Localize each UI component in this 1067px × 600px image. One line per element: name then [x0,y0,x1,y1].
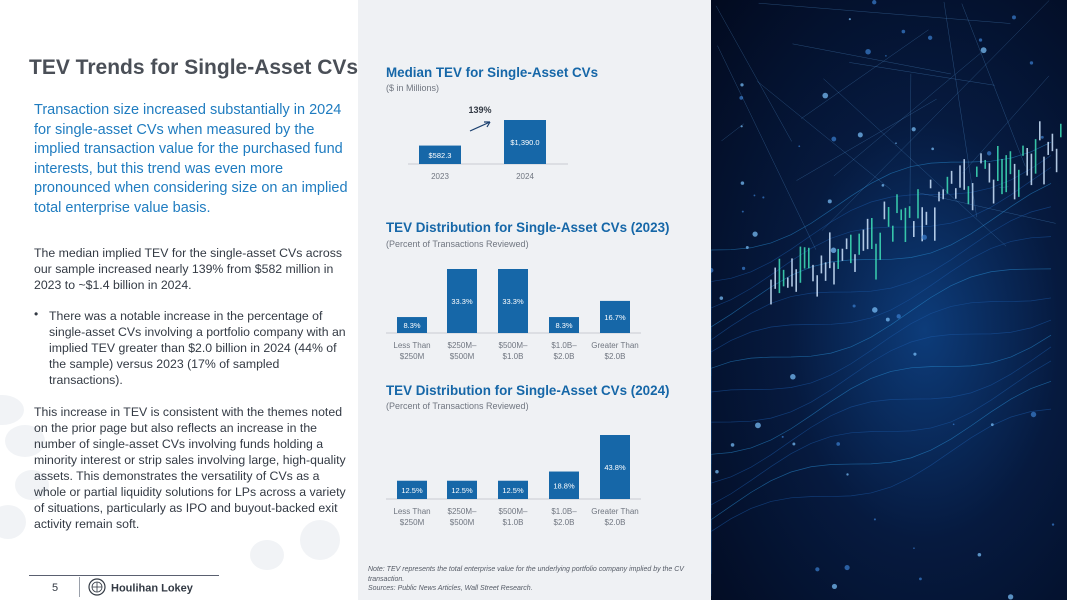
glow-dot [1041,136,1044,139]
network-link [801,30,928,119]
network-link [918,193,1055,224]
left-panel [0,0,358,600]
x-tick-label: Less Than [393,507,431,516]
chart-1-subtitle: ($ in Millions) [386,83,440,93]
glow-dot [831,137,836,142]
median-tev-chart [358,95,711,190]
growth-annotation: 139% [468,105,492,115]
glow-dot [782,436,784,438]
bar-value-label: 12.5% [502,485,524,495]
decorative-photo [711,0,1067,600]
glow-dot [815,567,819,571]
bar-value-label: 12.5% [451,485,473,495]
x-tick-label: 2024 [516,172,534,181]
glow-dot [874,518,876,520]
x-tick-label: $2.0B [553,518,575,527]
glow-dot [740,83,743,86]
x-tick-label: $1.0B– [551,341,577,350]
houlihan-lokey-logo [88,578,196,596]
glow-dot [822,93,828,99]
x-tick-label: $2.0B [604,518,626,527]
glow-dot [742,211,744,213]
glow-dot [979,38,982,41]
glow-dot [742,267,745,270]
x-tick-label: $250M [399,518,425,527]
glow-dot [846,473,848,475]
network-link [834,52,982,176]
note-text: Note: TEV represents the total enterprise value for the underlying portfolio company implied by the CV transaction. [368,566,684,583]
logo-wordmark: Houlihan Lokey [111,582,193,595]
network-link [823,79,1006,246]
tev-distribution-2024-chart [358,420,711,535]
wave-line [711,381,1051,574]
glow-dot [828,199,832,203]
glow-dot [720,296,724,300]
glow-dot [1012,15,1016,19]
glow-dot [741,181,745,185]
x-tick-label: $1.0B [502,518,524,527]
glow-dot [897,314,901,318]
glow-dot [953,423,955,425]
intro-text: Transaction size increased substantially in 2024 for single-asset CVs when measured by the implied transaction value for the purchased fund interests, but this trend was even more pronounced when considering size on an implied total enterprise value basis. [34,102,348,216]
glow-dot [845,565,850,570]
bar-value-label: 16.7% [604,312,626,322]
glow-dot [1030,61,1033,64]
wave-line [711,298,1051,464]
glow-dot [754,194,756,196]
footer-divider [29,575,219,576]
glow-dot [886,318,890,322]
glow-dot [885,55,887,57]
glow-dot [931,147,934,150]
footnote [368,565,698,594]
bar-value-label: 8.3% [555,321,573,331]
network-link [717,46,815,250]
glow-dot [858,132,863,137]
wave-line [711,409,1051,596]
tev-distribution-2023-chart [358,255,711,370]
wave-line [711,167,1051,354]
footer-separator [79,577,80,597]
bullet-text: There was a notable increase in the percentage of single-asset CVs involving a portfolio company with an implied TEV greater than $2.0 billion in 2024 (44% of the sample) versus 2023 (17% of sampled transactions). [49,309,346,387]
page-number: 5 [52,582,59,594]
x-tick-label: $1.0B– [551,507,577,516]
x-tick-label: Less Than [393,341,431,350]
x-tick-label: $250M– [447,507,477,516]
glow-dot [919,577,922,580]
x-tick-label: $2.0B [553,352,575,361]
sources-text: Sources: Public News Articles, Wall Street Research. [368,585,533,592]
bar-value-label: 33.3% [451,297,473,306]
chart-2-title: TEV Distribution for Single-Asset CVs (2023) [386,220,670,235]
page-title: TEV Trends for Single-Asset CVs [29,56,358,79]
glow-dot [991,423,994,426]
glow-dot [978,553,982,557]
glow-dot [865,49,871,55]
x-tick-label: $500M [449,352,475,361]
glow-dot [790,374,796,380]
glow-dot [755,422,761,428]
glow-dot [746,246,749,249]
x-tick-label: $2.0B [604,352,626,361]
glow-dot [792,442,795,445]
network-link [849,62,995,85]
decorative-shape [0,505,26,539]
bar-value-label: $582.3 [428,150,452,160]
chart-2-subtitle: (Percent of Transactions Reviewed) [386,239,529,249]
x-tick-label: $250M [399,352,425,361]
wave-line [711,320,1051,486]
glow-dot [913,547,915,549]
body-paragraph-1: The median implied TEV for the single-asset CVs across our sample increased nearly 139% from $582 million in 2023 to ~$1.4 billion in 2024. [34,246,343,292]
glow-dot [1008,594,1013,599]
bar-value-label: 43.8% [604,463,626,472]
glow-dot [711,268,713,273]
wave-line [711,142,1051,310]
wave-line [711,183,1051,376]
network-link [796,99,936,181]
bar-value-label: 12.5% [401,485,423,495]
glow-dot [922,235,927,240]
bar-value-label: $1,390.0 [510,138,540,147]
glow-dot [762,196,764,198]
bullet-icon: • [34,307,39,321]
bar-value-label: 33.3% [502,297,524,306]
decorative-shape [0,395,24,425]
wave-line [711,347,1051,530]
glow-dot [849,18,851,20]
glow-dot [872,0,876,4]
glow-dot [872,307,878,313]
glow-dot [912,127,916,131]
glow-dot [836,442,840,446]
glow-dot [902,30,906,34]
glow-dot [798,145,800,147]
wave-line [711,237,1051,420]
wave-line [711,269,1051,442]
bar-value-label: 8.3% [403,321,421,331]
network-link [759,3,1011,23]
glow-dot [752,232,757,237]
body-paragraph-3: This increase in TEV is consistent with the themes noted on the prior page but also reflects an increase in the number of single-asset CVs involving funds holding a minority interest or strip sales involving large, high-quality assets. This demonstrates the versatility of CVs as a whole or partial liquidity solutions for LPs across a variety of situations, particularly as IPO and buyout-backed exit activity remain soft. [34,405,346,531]
x-tick-label: 2023 [431,172,449,181]
chart-3-subtitle: (Percent of Transactions Reviewed) [386,401,529,411]
glow-dot [1052,523,1054,525]
glow-dot [882,184,885,187]
x-tick-label: $250M– [447,341,477,350]
glow-dot [987,151,991,155]
x-tick-label: $500M– [498,507,528,516]
glow-dot [1031,412,1036,417]
network-visual [711,0,1067,600]
network-link [910,74,911,204]
x-tick-label: Greater Than [591,341,639,350]
x-tick-label: Greater Than [591,507,639,516]
glow-dot [913,353,916,356]
glow-dot [853,304,856,307]
glow-dot [832,584,837,589]
glow-dot [831,248,837,254]
x-tick-label: $500M [449,518,475,527]
glow-dot [895,142,897,144]
decorative-shape [250,540,284,570]
x-tick-label: $500M– [498,341,528,350]
chart-1-title: Median TEV for Single-Asset CVs [386,65,599,80]
x-tick-label: $1.0B [502,352,524,361]
glow-dot [731,443,735,447]
glow-dot [715,470,718,473]
network-link [721,124,744,141]
glow-dot [928,36,932,40]
chart-3-title: TEV Distribution for Single-Asset CVs (2024) [386,383,670,398]
bar-value-label: 18.8% [553,481,575,491]
